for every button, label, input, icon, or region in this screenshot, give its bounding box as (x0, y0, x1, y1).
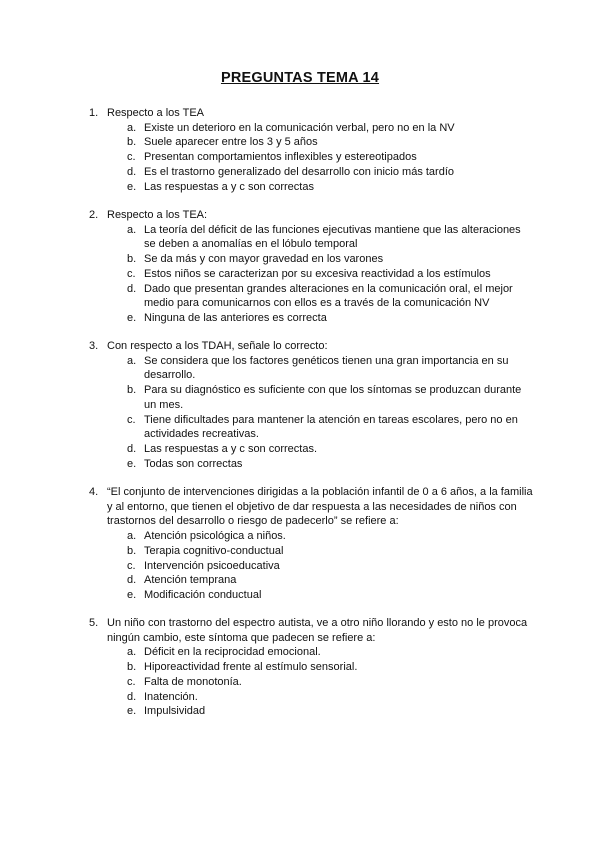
option-text: Las respuestas a y c son correctas. (144, 442, 318, 455)
option-text: Atención temprana (144, 574, 237, 587)
question-5 (0, 616, 600, 719)
option-d (0, 690, 600, 705)
option-d (0, 165, 600, 180)
option-c (0, 150, 600, 165)
option-letter: e. (127, 705, 137, 718)
option-text: Hiporeactividad frente al estímulo sensorial. (144, 661, 358, 674)
option-letter: b. (127, 136, 137, 149)
option-letter: d. (127, 690, 137, 703)
option-text: Se considera que los factores genéticos tienen una gran importancia en su desarrollo. (144, 354, 509, 382)
option-b (0, 135, 600, 150)
option-c (0, 413, 600, 442)
option-text: Ninguna de las anteriores es correcta (144, 311, 327, 324)
option-a (0, 645, 600, 660)
options-list (0, 354, 600, 472)
option-text: Terapia cognitivo-conductual (144, 544, 284, 557)
option-text: Suele aparecer entre los 3 y 5 años (144, 136, 318, 149)
option-letter: c. (127, 267, 136, 280)
question-text: Respecto a los TEA: (107, 209, 208, 221)
option-d (0, 282, 600, 311)
option-text: Inatención. (144, 690, 198, 703)
option-letter: a. (127, 223, 137, 236)
option-text: Tiene dificultades para mantener la atención en tareas escolares, pero no en actividades recreativas. (144, 413, 518, 441)
option-letter: b. (127, 544, 137, 557)
option-text: Impulsividad (144, 705, 206, 718)
option-b (0, 252, 600, 267)
option-letter: e. (127, 311, 137, 324)
option-text: Para su diagnóstico es suficiente con que los síntomas se produzcan durante un mes. (144, 384, 522, 411)
question-3 (0, 339, 600, 471)
options-list (0, 645, 600, 719)
option-text: La teoría del déficit de las funciones ejecutivas mantiene que las alteraciones se deben a anomalías en el lóbulo temporal (144, 223, 521, 251)
option-c (0, 267, 600, 282)
option-d (0, 442, 600, 457)
option-letter: b. (127, 253, 137, 266)
page-title: PREGUNTAS TEMA 14 (220, 70, 380, 86)
question-number: 1. (89, 107, 99, 119)
option-a (0, 223, 600, 252)
question-1 (0, 106, 600, 194)
option-text: Modificación conductual (144, 588, 262, 601)
option-d (0, 573, 600, 588)
option-letter: c. (127, 559, 136, 572)
question-number: 4. (89, 486, 99, 498)
option-letter: c. (127, 675, 136, 688)
option-letter: a. (127, 354, 137, 367)
option-letter: d. (127, 165, 137, 178)
option-a (0, 529, 600, 544)
option-text: Las respuestas a y c son correctas (144, 180, 314, 193)
option-b (0, 660, 600, 675)
option-letter: a. (127, 530, 137, 543)
option-letter: e. (127, 588, 137, 601)
question-number: 5. (89, 617, 99, 629)
option-letter: b. (127, 384, 137, 397)
option-text: Existe un deterioro en la comunicación verbal, pero no en la NV (144, 121, 455, 134)
option-c (0, 559, 600, 574)
option-letter: a. (127, 121, 137, 134)
option-e (0, 588, 600, 603)
option-text: Se da más y con mayor gravedad en los varones (144, 253, 384, 266)
option-e (0, 457, 600, 472)
option-text: Dado que presentan grandes alteraciones en la comunicación oral, el mejor medio para comunicarnos con ellos es a través de la comunicación NV (144, 282, 513, 310)
option-text: Estos niños se caracterizan por su excesiva reactividad a los estímulos (144, 267, 491, 280)
options-list (0, 223, 600, 326)
question-number: 2. (89, 209, 99, 221)
option-letter: c. (127, 151, 136, 164)
option-text: Atención psicológica a niños. (144, 530, 286, 543)
option-b (0, 383, 600, 412)
question-number: 3. (89, 340, 99, 352)
question-text: “El conjunto de intervenciones dirigidas a la población infantil de 0 a 6 años, a la familia y al entorno, que tienen el objetivo de dar respuesta a las necesidades de niños con trastornos del desarrollo o riesgo de padecerlo” se refiere a: (107, 486, 533, 528)
option-letter: b. (127, 661, 137, 674)
question-4 (0, 485, 600, 603)
option-e (0, 704, 600, 719)
option-text: Déficit en la reciprocidad emocional. (144, 646, 321, 659)
option-letter: d. (127, 442, 137, 455)
option-e (0, 311, 600, 326)
option-letter: a. (127, 646, 137, 659)
question-text: Con respecto a los TDAH, señale lo correcto: (107, 340, 328, 352)
option-a (0, 121, 600, 136)
options-list (0, 121, 600, 195)
option-text: Falta de monotonía. (144, 675, 242, 688)
option-c (0, 675, 600, 690)
question-2 (0, 208, 600, 326)
option-b (0, 544, 600, 559)
options-list (0, 529, 600, 603)
option-letter: e. (127, 180, 137, 193)
option-text: Presentan comportamientos inflexibles y estereotipados (144, 151, 417, 164)
option-letter: d. (127, 574, 137, 587)
option-e (0, 180, 600, 195)
option-letter: d. (127, 282, 137, 295)
option-letter: c. (127, 413, 136, 426)
option-letter: e. (127, 457, 137, 470)
option-text: Intervención psicoeducativa (144, 559, 280, 572)
option-a (0, 354, 600, 383)
option-text: Todas son correctas (144, 457, 243, 470)
question-text: Respecto a los TEA (107, 107, 205, 119)
question-text: Un niño con trastorno del espectro autista, ve a otro niño llorando y esto no le provoca ningún cambio, este síntoma que padecen se refiere a: (107, 617, 528, 644)
option-text: Es el trastorno generalizado del desarrollo con inicio más tardío (144, 165, 454, 178)
